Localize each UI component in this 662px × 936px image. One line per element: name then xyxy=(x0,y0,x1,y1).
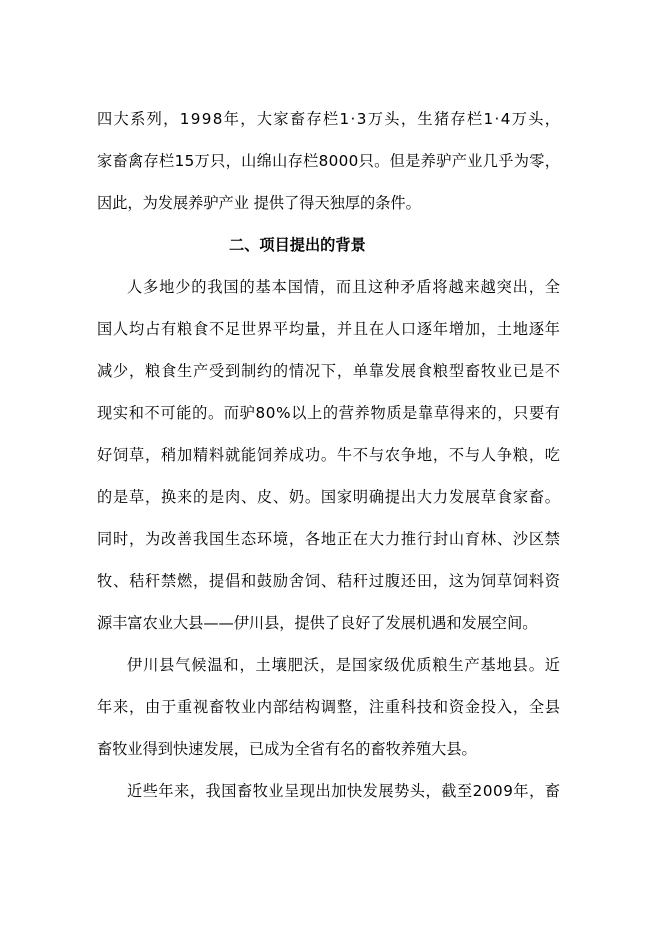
text-line: 家畜禽存栏15万只，山绵山存栏8000只。但是养驴产业几乎为零， xyxy=(97,152,561,170)
paragraph-recent-years xyxy=(97,776,560,807)
text-line: 同时，为改善我国生态环境，各地正在大力推行封山育林、沙区禁 xyxy=(97,530,561,548)
text-line: 人多地少的我国的基本国情，而且这种矛盾将越来越突出，全 xyxy=(127,278,561,296)
text-line: 现实和不可能的。而驴80%以上的营养物质是靠草得来的，只要有 xyxy=(97,404,561,422)
text-line: 的是草，换来的是肉、皮、奶。国家明确提出大力发展草食家畜。 xyxy=(97,488,561,506)
paragraph-background xyxy=(97,272,560,639)
paragraph-yichuan-county xyxy=(97,650,560,765)
text-line: 好饲草，稍加精料就能饲养成功。牛不与农争地，不与人争粮，吃 xyxy=(97,446,561,464)
text-line: 牧、秸秆禁燃，提倡和鼓励舍饲、秸秆过腹还田，这为饲草饲料资 xyxy=(97,572,561,590)
text-line: 源丰富农业大县——伊川县，提供了良好了发展机遇和发展空间。 xyxy=(97,614,538,632)
section-heading: 二、项目提出的背景 xyxy=(229,236,366,254)
paragraph-livestock-stats xyxy=(97,104,560,219)
text-line: 年来，由于重视畜牧业内部结构调整，注重科技和资金投入，全县 xyxy=(97,698,561,716)
text-line: 减少，粮食生产受到制约的情况下，单靠发展食粮型畜牧业已是不 xyxy=(97,362,561,380)
text-line: 畜牧业得到快速发展，已成为全省有名的畜牧养殖大县。 xyxy=(97,740,477,758)
text-line: 因此，为发展养驴产业 提供了得天独厚的条件。 xyxy=(97,194,421,212)
text-line: 近些年来，我国畜牧业呈现出加快发展势头，截至2009年，畜 xyxy=(127,782,561,800)
text-line: 国人均占有粮食不足世界平均量，并且在人口逐年增加，土地逐年 xyxy=(97,320,561,338)
text-line: 伊川县气候温和，土壤肥沃，是国家级优质粮生产基地县。近 xyxy=(127,656,561,674)
text-line: 四大系列，1998年，大家畜存栏1·3万头，生猪存栏1·4万头， xyxy=(97,110,562,128)
document-body xyxy=(97,104,560,807)
